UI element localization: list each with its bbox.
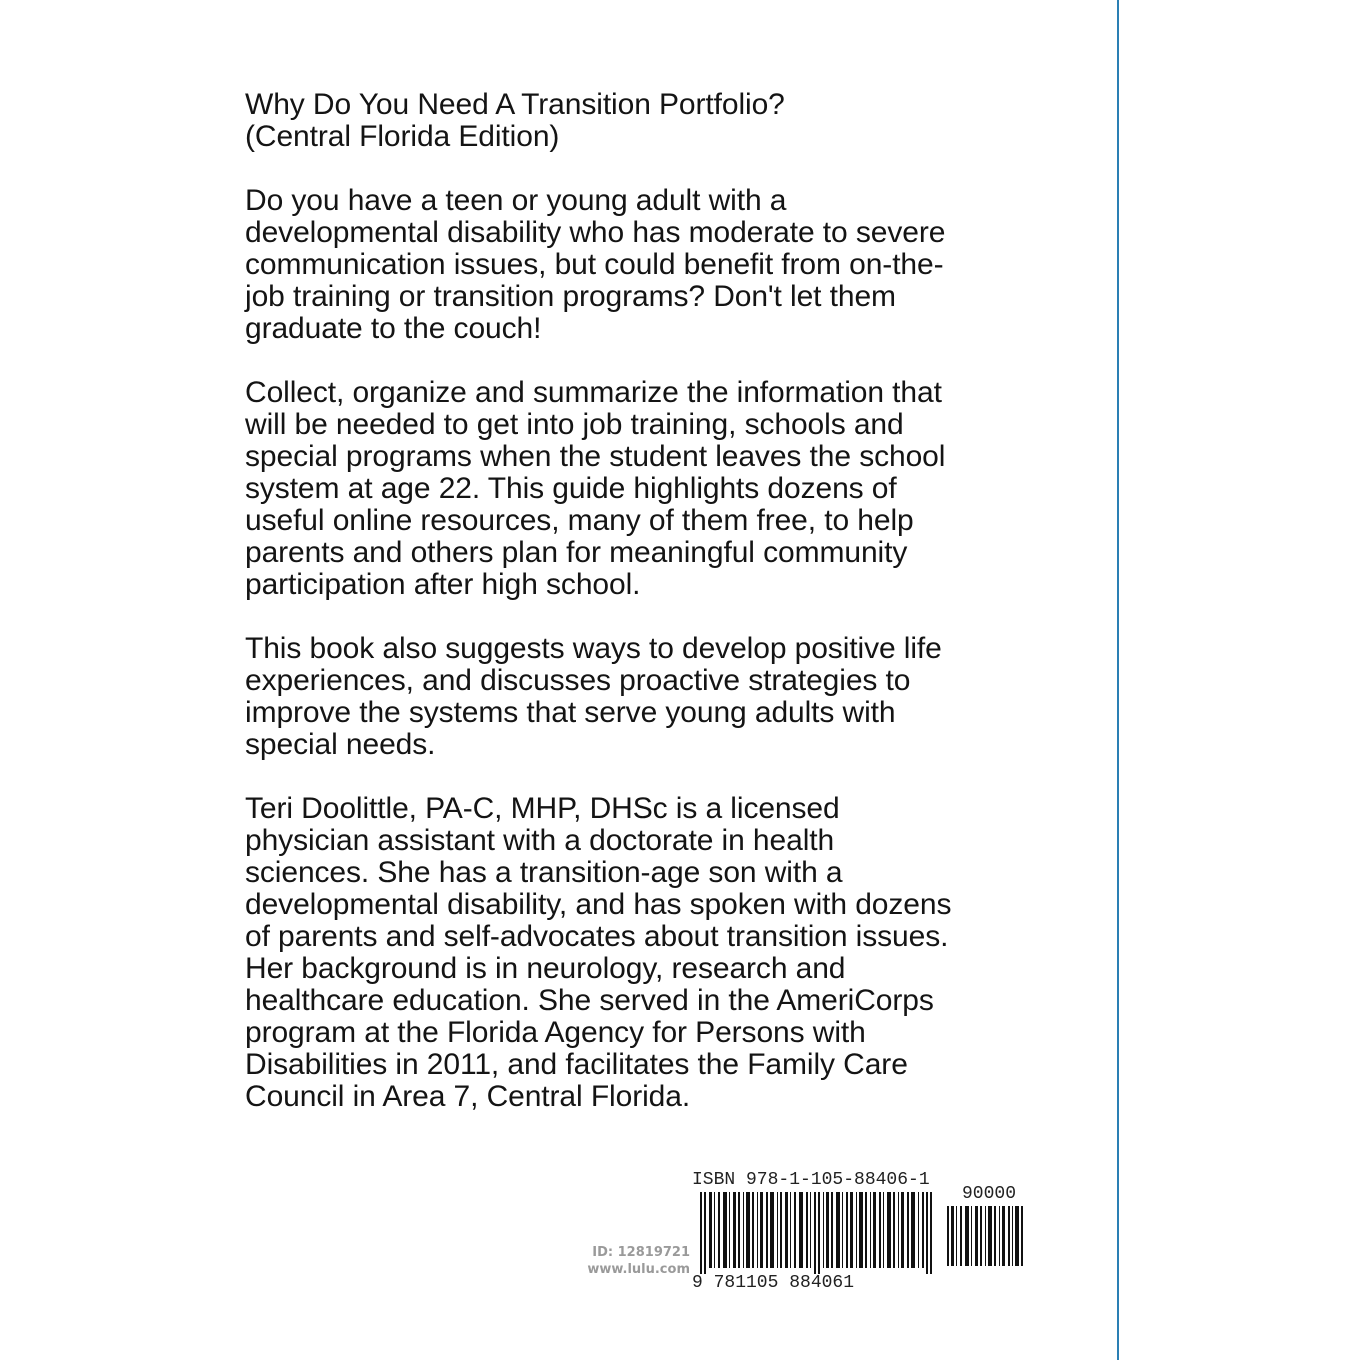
ean-barcode-bars xyxy=(700,1192,940,1274)
title-line-1: Why Do You Need A Transition Portfolio? xyxy=(245,88,785,121)
addon-barcode-bars xyxy=(947,1206,1027,1266)
ean-digits: 9 781105 884061 xyxy=(692,1273,855,1293)
publisher-id-block xyxy=(540,1244,690,1278)
cover-title xyxy=(245,89,1045,153)
spine-edge-line xyxy=(1117,0,1119,1360)
cover-text xyxy=(245,89,1045,1145)
publisher-url: www.lulu.com xyxy=(587,1262,690,1277)
isbn-label: ISBN 978-1-105-88406-1 xyxy=(692,1170,930,1190)
paragraph-collect: Collect, organize and summarize the information that will be needed to get into job training, schools and special programs when the student leaves the school system at age 22. This guide highlights dozens of useful online resources, many of them free, to help parents and others plan for meaningful community participation after high school. xyxy=(245,376,946,601)
paragraph-author-bio: Teri Doolittle, PA-C, MHP, DHSc is a licensed physician assistant with a doctorate in health sciences. She has a transition-age son with a developmental disability, and has spoken with dozens of parents and self-advocates about transition issues. Her background is in neurology, research and healthcare education. She served in the AmeriCorps program at the Florida Agency for Persons with Disabilities in 2011, and facilitates the Family Care Council in Area 7, Central Florida. xyxy=(245,792,952,1113)
isbn-barcode xyxy=(692,1170,1052,1300)
paragraph-strategies: This book also suggests ways to develop positive life experiences, and discusses proactive strategies to improve the systems that serve young adults with special needs. xyxy=(245,632,942,761)
price-code: 90000 xyxy=(962,1184,1017,1204)
paragraph-intro: Do you have a teen or young adult with a developmental disability who has moderate to severe communication issues, but could benefit from on-the- job training or transition programs? Don't let them graduate to the couch! xyxy=(245,184,946,345)
title-line-2: (Central Florida Edition) xyxy=(245,120,560,153)
publisher-id: ID: 12819721 xyxy=(592,1245,690,1260)
